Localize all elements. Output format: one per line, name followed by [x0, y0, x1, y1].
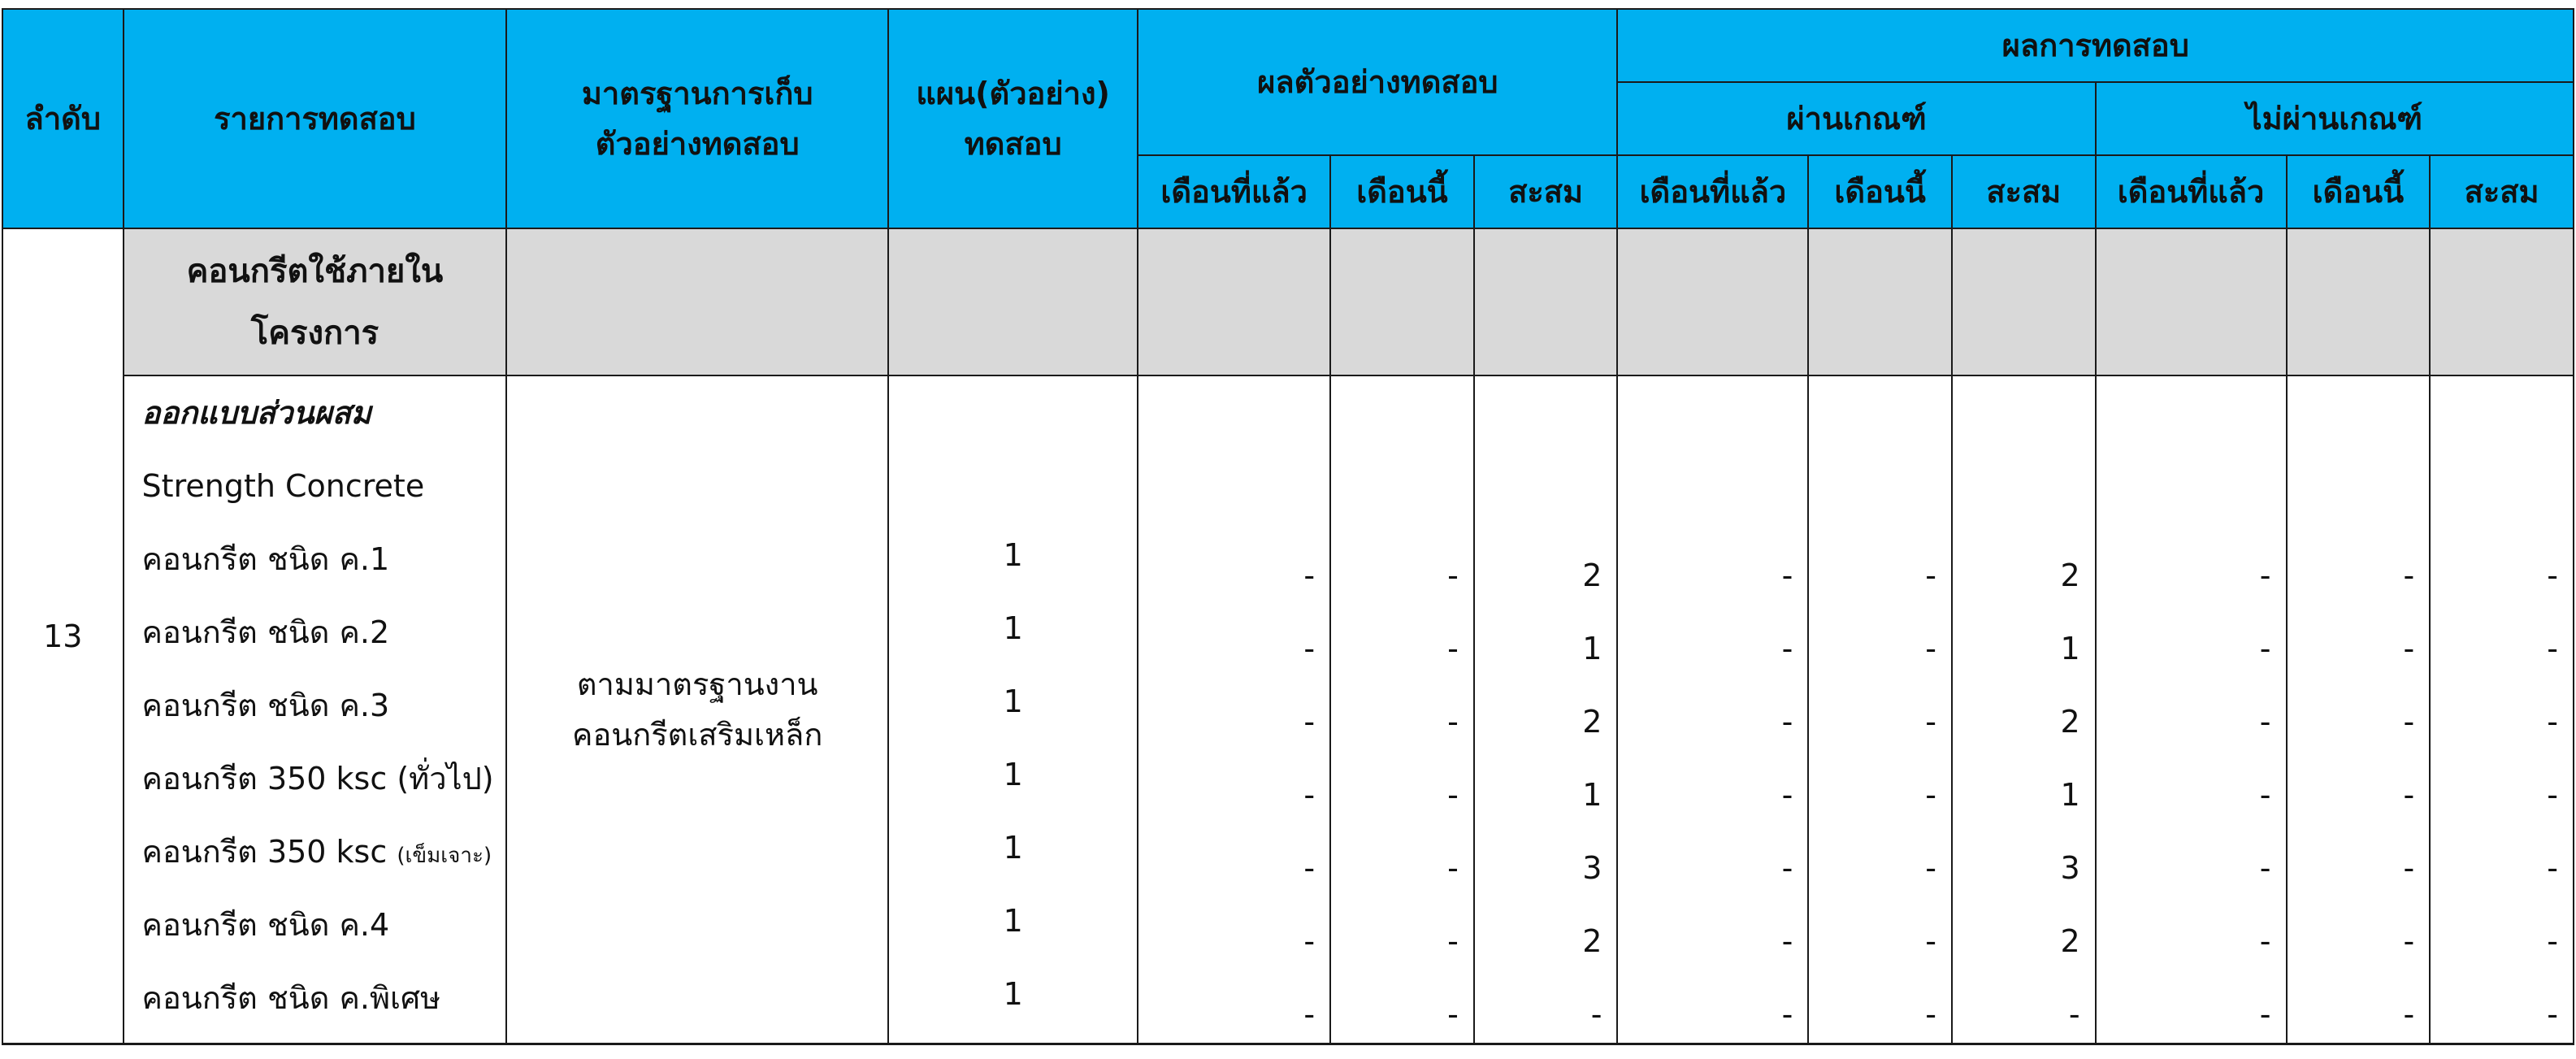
cell-value: - — [1303, 996, 1316, 1032]
plan-column — [888, 375, 1138, 1044]
cell-value: - — [1781, 850, 1793, 886]
cell-value: - — [1781, 631, 1793, 666]
cell-value: - — [2547, 631, 2558, 666]
cell-value: 1 — [1582, 777, 1602, 813]
cell-value: - — [1781, 777, 1793, 813]
cell-value: - — [1447, 777, 1459, 813]
cell-value: - — [1447, 558, 1459, 593]
cell-value: - — [1781, 996, 1793, 1032]
cell-value: - — [1781, 704, 1793, 740]
cell-value: - — [1925, 923, 1936, 959]
cell-value: 2 — [1582, 558, 1602, 593]
cell-value: - — [2547, 777, 2558, 813]
standard-line-1: ตามมาตรฐานงาน — [576, 666, 818, 703]
cell-value: - — [2547, 850, 2558, 886]
fail-this-month-column — [2287, 375, 2431, 1044]
cell-value: - — [1303, 631, 1316, 666]
sample-last-month-column — [1138, 375, 1330, 1044]
fail-last-month-column — [2096, 375, 2287, 1044]
header-plan-line-1: แผน(ตัวอย่าง) — [916, 76, 1110, 111]
header-fail-cumulative: สะสม — [2430, 155, 2574, 228]
cell-value: - — [1925, 704, 1936, 740]
cell-value: - — [1447, 704, 1459, 740]
header-standard — [506, 9, 888, 228]
cell-value: - — [1781, 923, 1793, 959]
item-label: คอนกรีต ชนิด ค.1 — [141, 541, 390, 578]
cell-value: - — [2068, 996, 2080, 1032]
gray-cell — [2096, 228, 2287, 375]
header-plan-line-2: ทดสอบ — [964, 126, 1062, 162]
header-standard-line-2: ตัวอย่างทดสอบ — [595, 126, 800, 162]
section-title-line-1: คอนกรีตใช้ภายใน — [186, 252, 444, 290]
mix-design-label: ออกแบบส่วนผสม — [141, 395, 371, 432]
cell-value: - — [1447, 996, 1459, 1032]
gray-cell — [1952, 228, 2096, 375]
gray-cell — [1617, 228, 1808, 375]
cell-value: 2 — [2060, 923, 2080, 959]
table-body — [2, 228, 2574, 1044]
pass-this-month-column — [1808, 375, 1952, 1044]
seq-number: 13 — [2, 228, 124, 1044]
cell-value: 2 — [1582, 704, 1602, 740]
cell-value: - — [1925, 777, 1936, 813]
strength-concrete-label: Strength Concrete — [141, 468, 425, 505]
cell-value: - — [1590, 996, 1602, 1032]
header-pass: ผ่านเกณฑ์ — [1617, 82, 2095, 155]
section-title — [124, 228, 507, 375]
plan-value: 1 — [1003, 537, 1023, 574]
plan-value: 1 — [1003, 610, 1023, 647]
cell-value: - — [2403, 923, 2415, 959]
header-fail: ไม่ผ่านเกณฑ์ — [2096, 82, 2574, 155]
cell-value: - — [1303, 777, 1316, 813]
plan-value: 1 — [1003, 830, 1023, 866]
cell-value: 1 — [2060, 631, 2080, 666]
item-label-with-note — [142, 815, 506, 888]
cell-value: - — [2547, 704, 2558, 740]
header-fail-last-month: เดือนที่แล้ว — [2096, 155, 2287, 228]
gray-cell — [1330, 228, 1474, 375]
cell-value: - — [1303, 558, 1316, 593]
cell-value: - — [2403, 704, 2415, 740]
header-pass-last-month: เดือนที่แล้ว — [1617, 155, 1808, 228]
cell-value: - — [2403, 777, 2415, 813]
test-results-table — [2, 8, 2574, 1045]
header-sample-cumulative: สะสม — [1474, 155, 1618, 228]
cell-value: - — [2259, 558, 2271, 593]
cell-value: - — [2259, 777, 2271, 813]
table-header — [2, 9, 2574, 228]
cell-value: - — [2403, 631, 2415, 666]
cell-value: - — [1925, 631, 1936, 666]
cell-value: - — [1303, 850, 1316, 886]
sample-this-month-column — [1330, 375, 1474, 1044]
item-label: คอนกรีต ชนิด ค.3 — [141, 688, 390, 724]
cell-value: - — [1781, 558, 1793, 593]
cell-value: 3 — [2060, 850, 2080, 886]
cell-value: - — [2403, 850, 2415, 886]
section-title-line-2: โครงการ — [250, 314, 379, 352]
pass-last-month-column — [1617, 375, 1808, 1044]
plan-value: 1 — [1003, 976, 1023, 1013]
cell-value: - — [1303, 704, 1316, 740]
pass-cumulative-column — [1952, 375, 2096, 1044]
cell-value: - — [1925, 996, 1936, 1032]
header-plan — [888, 9, 1138, 228]
cell-value: - — [1447, 850, 1459, 886]
cell-value: - — [2259, 996, 2271, 1032]
gray-cell — [2430, 228, 2574, 375]
cell-value: - — [1925, 850, 1936, 886]
cell-value: - — [2403, 558, 2415, 593]
header-test-results: ผลการทดสอบ — [1617, 9, 2574, 82]
gray-cell — [888, 228, 1138, 375]
cell-value: 1 — [2060, 777, 2080, 813]
cell-value: - — [2259, 704, 2271, 740]
cell-value: 2 — [1582, 923, 1602, 959]
plan-value: 1 — [1003, 903, 1023, 940]
header-sample-results: ผลตัวอย่างทดสอบ — [1138, 9, 1617, 155]
gray-cell — [1474, 228, 1618, 375]
cell-value: - — [1925, 558, 1936, 593]
fail-cumulative-column — [2430, 375, 2574, 1044]
header-standard-line-1: มาตรฐานการเก็บ — [581, 76, 813, 111]
cell-value: 2 — [2060, 704, 2080, 740]
gray-cell — [506, 228, 888, 375]
cell-value: - — [2547, 558, 2558, 593]
cell-value: 3 — [1582, 850, 1602, 886]
item-label: คอนกรีต 350 ksc — [141, 834, 388, 870]
cell-value: 2 — [2060, 558, 2080, 593]
section-title-row — [2, 228, 2574, 375]
header-sample-last-month: เดือนที่แล้ว — [1138, 155, 1330, 228]
sample-cumulative-column — [1474, 375, 1618, 1044]
item-label: คอนกรีต ชนิด ค.พิเศษ — [141, 980, 441, 1017]
gray-cell — [1138, 228, 1330, 375]
cell-value: - — [2547, 996, 2558, 1032]
item-label: คอนกรีต 350 ksc (ทั่วไป) — [141, 761, 494, 797]
cell-value: - — [2259, 923, 2271, 959]
cell-value: - — [2259, 850, 2271, 886]
cell-value: - — [2547, 923, 2558, 959]
item-note: (เข็มเจาะ) — [397, 844, 492, 869]
item-label: คอนกรีต ชนิด ค.4 — [141, 907, 390, 944]
cell-value: - — [1447, 631, 1459, 666]
standard-cell — [506, 375, 888, 1044]
cell-value: - — [1447, 923, 1459, 959]
standard-line-2: คอนกรีตเสริมเหล็ก — [572, 717, 823, 753]
item-list — [124, 375, 507, 1044]
header-pass-cumulative: สะสม — [1952, 155, 2096, 228]
header-seq: ลำดับ — [2, 9, 124, 228]
plan-value: 1 — [1003, 684, 1023, 720]
gray-cell — [1808, 228, 1952, 375]
cell-value: - — [2259, 631, 2271, 666]
gray-cell — [2287, 228, 2431, 375]
cell-value: - — [2403, 996, 2415, 1032]
cell-value: - — [1303, 923, 1316, 959]
header-fail-this-month: เดือนนี้ — [2287, 155, 2431, 228]
cell-value: 1 — [1582, 631, 1602, 666]
header-item: รายการทดสอบ — [124, 9, 507, 228]
plan-value: 1 — [1003, 757, 1023, 793]
section-body-row — [2, 375, 2574, 1044]
header-sample-this-month: เดือนนี้ — [1330, 155, 1474, 228]
item-label: คอนกรีต ชนิด ค.2 — [141, 614, 390, 651]
header-pass-this-month: เดือนนี้ — [1808, 155, 1952, 228]
